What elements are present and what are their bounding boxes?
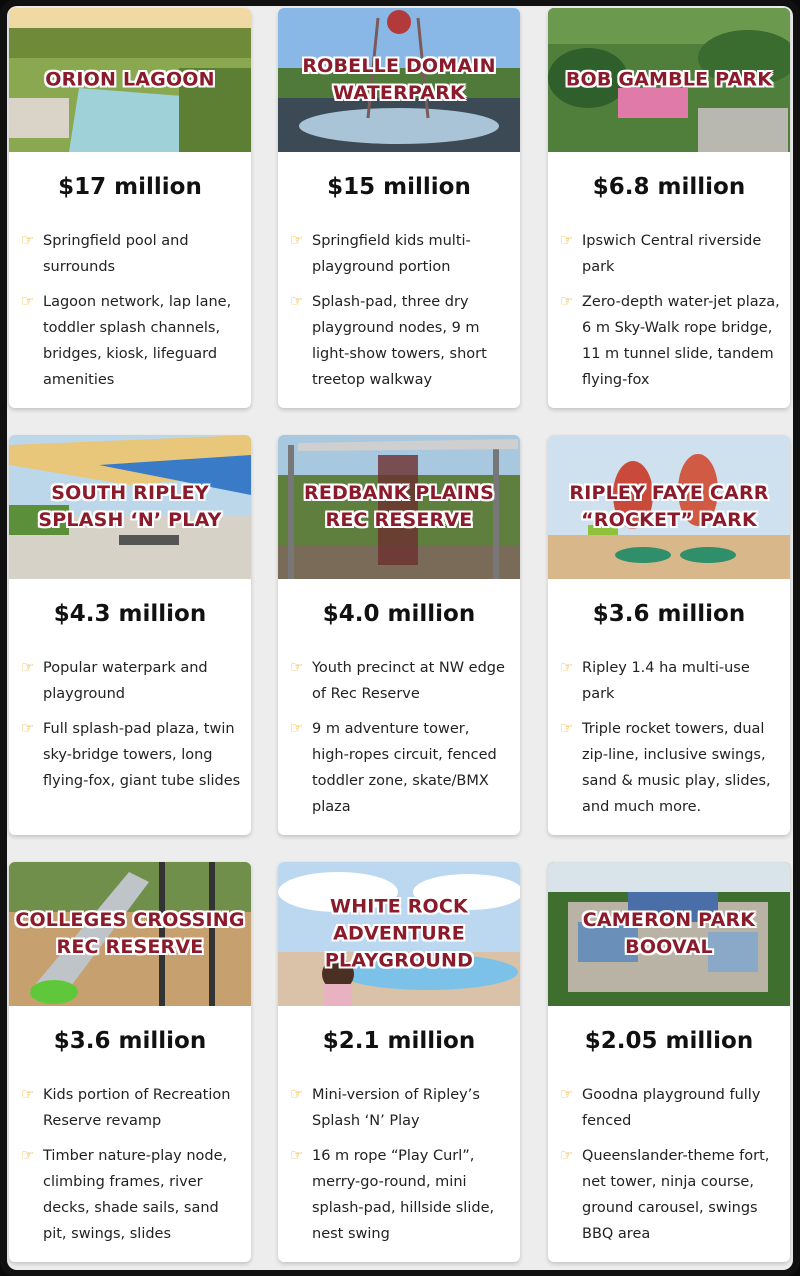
park-details-list bbox=[560, 228, 780, 402]
detail-text: Lagoon network, lap lane, toddler splash channels, bridges, kiosk, lifeguard amenities bbox=[43, 294, 232, 388]
detail-text: 9 m adventure tower, high-ropes circuit, fenced toddler zone, skate/BMX plaza bbox=[312, 721, 497, 815]
park-name-line: ORION LAGOON bbox=[45, 68, 215, 91]
park-photo bbox=[278, 8, 520, 152]
park-name bbox=[278, 53, 520, 107]
park-card bbox=[9, 862, 251, 1262]
detail-item bbox=[21, 1082, 241, 1134]
park-name-line: ADVENTURE bbox=[333, 922, 465, 945]
park-name-line: RIPLEY FAYE CARR bbox=[569, 482, 769, 504]
pointing-hand-icon: ☞ bbox=[560, 1147, 574, 1164]
park-card bbox=[548, 435, 790, 835]
park-name-line: REDBANK PLAINS bbox=[304, 482, 494, 504]
park-photo bbox=[9, 8, 251, 152]
park-cost: $15 million bbox=[327, 174, 471, 200]
pointing-hand-icon: ☞ bbox=[290, 232, 304, 249]
park-name-line: WHITE ROCK bbox=[330, 895, 468, 918]
park-card bbox=[278, 862, 520, 1262]
detail-text: Youth precinct at NW edge of Rec Reserve bbox=[312, 660, 505, 702]
detail-item bbox=[290, 1143, 510, 1247]
park-name-line: WATERPARK bbox=[333, 82, 465, 104]
detail-text: Popular waterpark and playground bbox=[43, 660, 208, 702]
park-details-list bbox=[560, 1082, 780, 1256]
park-card bbox=[9, 8, 251, 408]
detail-item bbox=[560, 228, 780, 280]
pointing-hand-icon: ☞ bbox=[21, 1086, 35, 1103]
park-card bbox=[9, 435, 251, 835]
detail-text: Ripley 1.4 ha multi-use park bbox=[582, 660, 750, 702]
park-name bbox=[548, 480, 790, 534]
park-name-line: REC RESERVE bbox=[56, 936, 204, 958]
pointing-hand-icon: ☞ bbox=[290, 1086, 304, 1103]
park-cost: $4.0 million bbox=[322, 601, 476, 627]
detail-item bbox=[21, 228, 241, 280]
detail-item bbox=[560, 1082, 780, 1134]
park-name-line: REC RESERVE bbox=[325, 509, 473, 531]
detail-item bbox=[21, 1143, 241, 1247]
park-cost: $2.05 million bbox=[584, 1028, 754, 1054]
pointing-hand-icon: ☞ bbox=[290, 659, 304, 676]
detail-text: 16 m rope “Play Curl”, merry-go-round, mini splash-pad, hillside slide, nest swing bbox=[312, 1148, 495, 1242]
park-name bbox=[9, 67, 251, 94]
pointing-hand-icon: ☞ bbox=[560, 1086, 574, 1103]
detail-item bbox=[21, 655, 241, 707]
detail-text: Zero-depth water-jet plaza, 6 m Sky-Walk rope bridge, 11 m tunnel slide, tandem flying-fox bbox=[582, 294, 780, 388]
pointing-hand-icon: ☞ bbox=[21, 720, 35, 737]
park-details-list bbox=[21, 1082, 241, 1256]
park-details-list bbox=[560, 655, 780, 829]
pointing-hand-icon: ☞ bbox=[290, 720, 304, 737]
detail-text: Ipswich Central riverside park bbox=[582, 233, 762, 275]
detail-item bbox=[21, 289, 241, 393]
park-cost: $3.6 million bbox=[53, 1028, 207, 1054]
park-card bbox=[278, 8, 520, 408]
park-photo bbox=[9, 435, 251, 579]
park-photo bbox=[548, 8, 790, 152]
park-photo bbox=[278, 435, 520, 579]
park-cost: $6.8 million bbox=[592, 174, 746, 200]
park-details-list bbox=[290, 655, 510, 829]
detail-item bbox=[560, 655, 780, 707]
park-cost: $17 million bbox=[58, 174, 202, 200]
park-photo bbox=[548, 862, 790, 1006]
park-name bbox=[278, 894, 520, 975]
pointing-hand-icon: ☞ bbox=[21, 1147, 35, 1164]
detail-text: Springfield kids multi-playground portion bbox=[312, 233, 471, 275]
park-card-grid bbox=[9, 8, 791, 1270]
park-name-line: BOOVAL bbox=[625, 936, 713, 958]
park-photo bbox=[548, 435, 790, 579]
detail-item bbox=[290, 289, 510, 393]
pointing-hand-icon: ☞ bbox=[290, 293, 304, 310]
park-cost: $2.1 million bbox=[322, 1028, 476, 1054]
pointing-hand-icon: ☞ bbox=[560, 232, 574, 249]
detail-text: Springfield pool and surrounds bbox=[43, 233, 189, 275]
content-panel bbox=[7, 6, 793, 1270]
park-photo bbox=[278, 862, 520, 1006]
park-name bbox=[278, 480, 520, 534]
pointing-hand-icon: ☞ bbox=[21, 232, 35, 249]
detail-item bbox=[290, 655, 510, 707]
park-name-line: ROBELLE DOMAIN bbox=[302, 55, 496, 77]
detail-text: Timber nature-play node, climbing frames, river decks, shade sails, sand pit, swings, slides bbox=[43, 1148, 228, 1242]
park-name-line: “ROCKET” PARK bbox=[581, 509, 757, 531]
pointing-hand-icon: ☞ bbox=[21, 293, 35, 310]
park-details-list bbox=[290, 1082, 510, 1256]
park-name-line: CAMERON PARK bbox=[582, 909, 756, 931]
park-name bbox=[548, 907, 790, 961]
park-details-list bbox=[21, 655, 241, 803]
park-card bbox=[278, 435, 520, 835]
detail-item bbox=[21, 716, 241, 794]
pointing-hand-icon: ☞ bbox=[290, 1147, 304, 1164]
park-cost: $3.6 million bbox=[592, 601, 746, 627]
park-name bbox=[9, 907, 251, 961]
park-card bbox=[548, 862, 790, 1262]
detail-item bbox=[290, 716, 510, 820]
pointing-hand-icon: ☞ bbox=[560, 720, 574, 737]
park-name-line: COLLEGES CROSSING bbox=[15, 909, 245, 931]
detail-text: Mini-version of Ripley’s Splash ‘N’ Play bbox=[312, 1087, 480, 1129]
detail-item bbox=[290, 1082, 510, 1134]
detail-text: Queenslander-theme fort, net tower, ninja course, ground carousel, swings BBQ area bbox=[582, 1148, 770, 1242]
detail-text: Splash-pad, three dry playground nodes, 9 m light-show towers, short treetop walkway bbox=[312, 294, 487, 388]
detail-item bbox=[560, 716, 780, 820]
detail-text: Goodna playground fully fenced bbox=[582, 1087, 761, 1129]
park-name-line: PLAYGROUND bbox=[324, 949, 474, 972]
detail-text: Triple rocket towers, dual zip-line, inclusive swings, sand & music play, slides, and much more. bbox=[582, 721, 771, 815]
detail-item bbox=[560, 1143, 780, 1247]
detail-text: Kids portion of Recreation Reserve revamp bbox=[43, 1087, 231, 1129]
park-name-line: BOB GAMBLE PARK bbox=[565, 68, 773, 91]
detail-text: Full splash-pad plaza, twin sky-bridge towers, long flying-fox, giant tube slides bbox=[43, 721, 241, 789]
detail-item bbox=[560, 289, 780, 393]
detail-item bbox=[290, 228, 510, 280]
park-details-list bbox=[290, 228, 510, 402]
park-name-line: SOUTH RIPLEY bbox=[51, 482, 209, 504]
pointing-hand-icon: ☞ bbox=[21, 659, 35, 676]
park-photo bbox=[9, 862, 251, 1006]
park-details-list bbox=[21, 228, 241, 402]
pointing-hand-icon: ☞ bbox=[560, 659, 574, 676]
park-name-line: SPLASH ‘N’ PLAY bbox=[38, 509, 222, 531]
park-cost: $4.3 million bbox=[53, 601, 207, 627]
park-card bbox=[548, 8, 790, 408]
pointing-hand-icon: ☞ bbox=[560, 293, 574, 310]
park-name bbox=[9, 480, 251, 534]
park-name bbox=[548, 67, 790, 94]
